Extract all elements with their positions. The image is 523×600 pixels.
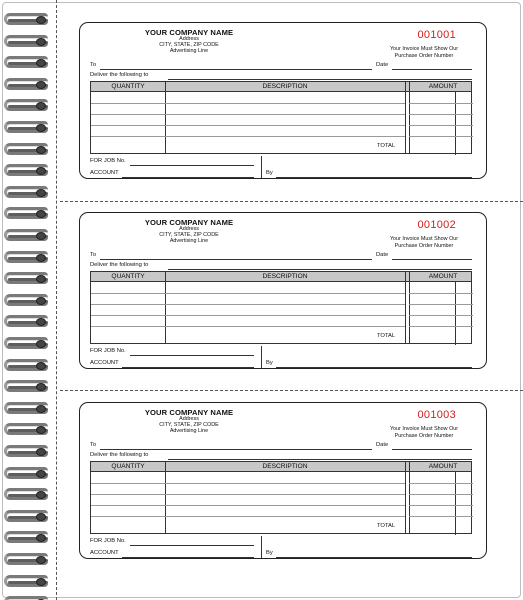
signature-divider — [261, 536, 262, 558]
date-field[interactable] — [392, 449, 472, 450]
punch-hole — [36, 275, 46, 283]
signature-divider — [261, 346, 262, 368]
account-field[interactable] — [122, 367, 254, 368]
company-name: YOUR COMPANY NAME — [144, 28, 234, 37]
account-label: ACCOUNT — [90, 170, 119, 176]
table-row[interactable] — [91, 494, 405, 495]
table-row[interactable] — [91, 505, 405, 506]
advertising-line: Advertising Line — [169, 428, 209, 435]
company-name: YOUR COMPANY NAME — [144, 218, 234, 227]
punch-hole — [36, 405, 46, 413]
table-row[interactable] — [91, 483, 405, 484]
amount-row[interactable] — [409, 304, 473, 305]
spiral-coil-icon — [0, 528, 56, 548]
perforation-line — [60, 201, 523, 202]
form-card — [79, 402, 487, 559]
cents-divider — [455, 92, 456, 155]
amount-header: AMOUNT — [428, 273, 458, 280]
total-label: TOTAL — [377, 333, 396, 339]
spiral-coil-icon — [0, 312, 56, 332]
quantity-header: QUANTITY — [111, 463, 145, 470]
amount-row[interactable] — [409, 505, 473, 506]
perforation-line — [60, 390, 523, 391]
table-row[interactable] — [91, 315, 405, 316]
spiral-coil-icon — [0, 291, 56, 311]
amount-header: AMOUNT — [428, 83, 458, 90]
date-label: Date — [376, 252, 389, 258]
spiral-coil-icon — [0, 118, 56, 138]
account-label: ACCOUNT — [90, 360, 119, 366]
column-divider — [405, 82, 406, 153]
account-field[interactable] — [122, 557, 254, 558]
invoice-note-line: Purchase Order Number — [394, 242, 454, 249]
items-table — [90, 81, 472, 154]
punch-hole — [36, 426, 46, 434]
punch-hole — [36, 383, 46, 391]
invoice-note — [378, 236, 470, 250]
punch-hole — [36, 167, 46, 175]
items-table — [90, 271, 472, 344]
to-label: To — [90, 252, 97, 258]
total-label: TOTAL — [377, 523, 396, 529]
table-row[interactable] — [91, 125, 405, 126]
spiral-coil-icon — [0, 485, 56, 505]
punch-hole — [36, 340, 46, 348]
by-label: By — [266, 360, 273, 366]
spiral-coil-icon — [0, 53, 56, 73]
amount-row[interactable] — [409, 136, 473, 137]
amount-header: AMOUNT — [428, 463, 458, 470]
job-field[interactable] — [130, 355, 254, 356]
spiral-coil-icon — [0, 356, 56, 376]
deliver-field[interactable] — [168, 269, 472, 270]
table-row[interactable] — [91, 293, 405, 294]
table-row[interactable] — [91, 136, 405, 137]
amount-row[interactable] — [409, 125, 473, 126]
spiral-coil-icon — [0, 248, 56, 268]
amount-row[interactable] — [409, 494, 473, 495]
punch-hole — [36, 81, 46, 89]
punch-hole — [36, 59, 46, 67]
spiral-coil-icon — [0, 269, 56, 289]
description-header: DESCRIPTION — [262, 83, 308, 90]
description-header: DESCRIPTION — [262, 273, 308, 280]
company-city: CITY, STATE, ZIP CODE — [159, 232, 219, 239]
by-field[interactable] — [276, 557, 472, 558]
punch-hole — [36, 578, 46, 586]
invoice-note-line: Your Invoice Must Show Our — [389, 426, 459, 432]
spiral-coil-icon — [0, 204, 56, 224]
punch-hole — [36, 254, 46, 262]
spiral-coil-icon — [0, 334, 56, 354]
company-address: Address — [179, 416, 199, 423]
amount-row[interactable] — [409, 483, 473, 484]
punch-hole — [36, 470, 46, 478]
deliver-label: Deliver the following to — [90, 262, 149, 268]
invoice-note-line: Your Invoice Must Show Our — [389, 236, 459, 242]
signature-divider — [261, 156, 262, 178]
date-field[interactable] — [392, 259, 472, 260]
company-city: CITY, STATE, ZIP CODE — [159, 42, 219, 49]
punch-hole — [36, 38, 46, 46]
form-card — [79, 212, 487, 369]
quantity-header: QUANTITY — [111, 83, 145, 90]
punch-hole — [36, 491, 46, 499]
deliver-field[interactable] — [168, 459, 472, 460]
company-address: Address — [179, 36, 199, 43]
spiral-coil-icon — [0, 226, 56, 246]
invoice-note-line: Purchase Order Number — [394, 52, 454, 59]
punch-hole — [36, 513, 46, 521]
company-name: YOUR COMPANY NAME — [144, 408, 234, 417]
invoice-number: 001001 — [417, 29, 456, 41]
invoice-number: 001002 — [417, 219, 456, 231]
job-field[interactable] — [130, 165, 254, 166]
punch-hole — [36, 210, 46, 218]
spiral-coil-icon — [0, 10, 56, 30]
advertising-line: Advertising Line — [169, 238, 209, 245]
spiral-coil-icon — [0, 507, 56, 527]
column-divider — [165, 272, 166, 343]
by-field[interactable] — [276, 177, 472, 178]
amount-row[interactable] — [409, 326, 473, 327]
to-field[interactable] — [100, 449, 372, 450]
column-divider — [409, 462, 410, 533]
job-label: FOR JOB No. — [90, 348, 126, 354]
by-field[interactable] — [276, 367, 472, 368]
column-divider — [165, 462, 166, 533]
job-label: FOR JOB No. — [90, 158, 126, 164]
spiral-binding-icon — [0, 0, 60, 600]
spiral-coil-icon — [0, 377, 56, 397]
spiral-coil-icon — [0, 32, 56, 52]
column-divider — [409, 82, 410, 153]
table-row[interactable] — [91, 326, 405, 327]
punch-hole — [36, 102, 46, 110]
punch-hole — [36, 146, 46, 154]
spiral-coil-icon — [0, 75, 56, 95]
column-divider — [405, 462, 406, 533]
quantity-header: QUANTITY — [111, 273, 145, 280]
spiral-coil-icon — [0, 96, 56, 116]
punch-hole — [36, 232, 46, 240]
table-row[interactable] — [91, 304, 405, 305]
job-label: FOR JOB No. — [90, 538, 126, 544]
advertising-line: Advertising Line — [169, 48, 209, 55]
punch-hole — [36, 124, 46, 132]
punch-hole — [36, 362, 46, 370]
punch-hole — [36, 297, 46, 305]
to-label: To — [90, 442, 97, 448]
punch-hole — [36, 318, 46, 326]
company-block — [124, 29, 254, 55]
invoice-note-line: Purchase Order Number — [394, 432, 454, 439]
punch-hole — [36, 189, 46, 197]
company-city: CITY, STATE, ZIP CODE — [159, 422, 219, 429]
invoice-note — [378, 426, 470, 440]
punch-hole — [36, 556, 46, 564]
spiral-coil-icon — [0, 550, 56, 570]
table-row[interactable] — [91, 114, 405, 115]
date-field[interactable] — [392, 69, 472, 70]
to-field[interactable] — [100, 69, 372, 70]
invoice-note-line: Your Invoice Must Show Our — [389, 46, 459, 52]
date-label: Date — [376, 62, 389, 68]
company-block — [124, 409, 254, 435]
description-header: DESCRIPTION — [262, 463, 308, 470]
spiral-coil-icon — [0, 183, 56, 203]
cents-divider — [455, 472, 456, 535]
deliver-field[interactable] — [168, 79, 472, 80]
amount-row[interactable] — [409, 516, 473, 517]
account-field[interactable] — [122, 177, 254, 178]
account-label: ACCOUNT — [90, 550, 119, 556]
to-label: To — [90, 62, 97, 68]
punch-hole — [36, 448, 46, 456]
date-label: Date — [376, 442, 389, 448]
column-divider — [165, 82, 166, 153]
amount-row[interactable] — [409, 293, 473, 294]
stub-perforation — [56, 0, 57, 600]
spiral-coil-icon — [0, 593, 56, 600]
total-label: TOTAL — [377, 143, 396, 149]
spiral-coil-icon — [0, 442, 56, 462]
cents-divider — [455, 282, 456, 345]
form-card — [79, 22, 487, 179]
amount-row[interactable] — [409, 114, 473, 115]
to-field[interactable] — [100, 259, 372, 260]
spiral-coil-icon — [0, 161, 56, 181]
column-divider — [405, 272, 406, 343]
table-row[interactable] — [91, 103, 405, 104]
spiral-coil-icon — [0, 140, 56, 160]
deliver-label: Deliver the following to — [90, 72, 149, 78]
by-label: By — [266, 550, 273, 556]
by-label: By — [266, 170, 273, 176]
table-row[interactable] — [91, 516, 405, 517]
spiral-coil-icon — [0, 399, 56, 419]
amount-row[interactable] — [409, 315, 473, 316]
invoice-number: 001003 — [417, 409, 456, 421]
spiral-coil-icon — [0, 464, 56, 484]
company-address: Address — [179, 226, 199, 233]
items-table — [90, 461, 472, 534]
job-field[interactable] — [130, 545, 254, 546]
company-block — [124, 219, 254, 245]
spiral-coil-icon — [0, 420, 56, 440]
punch-hole — [36, 16, 46, 24]
deliver-label: Deliver the following to — [90, 452, 149, 458]
amount-row[interactable] — [409, 103, 473, 104]
invoice-note — [378, 46, 470, 60]
punch-hole — [36, 534, 46, 542]
column-divider — [409, 272, 410, 343]
spiral-coil-icon — [0, 572, 56, 592]
